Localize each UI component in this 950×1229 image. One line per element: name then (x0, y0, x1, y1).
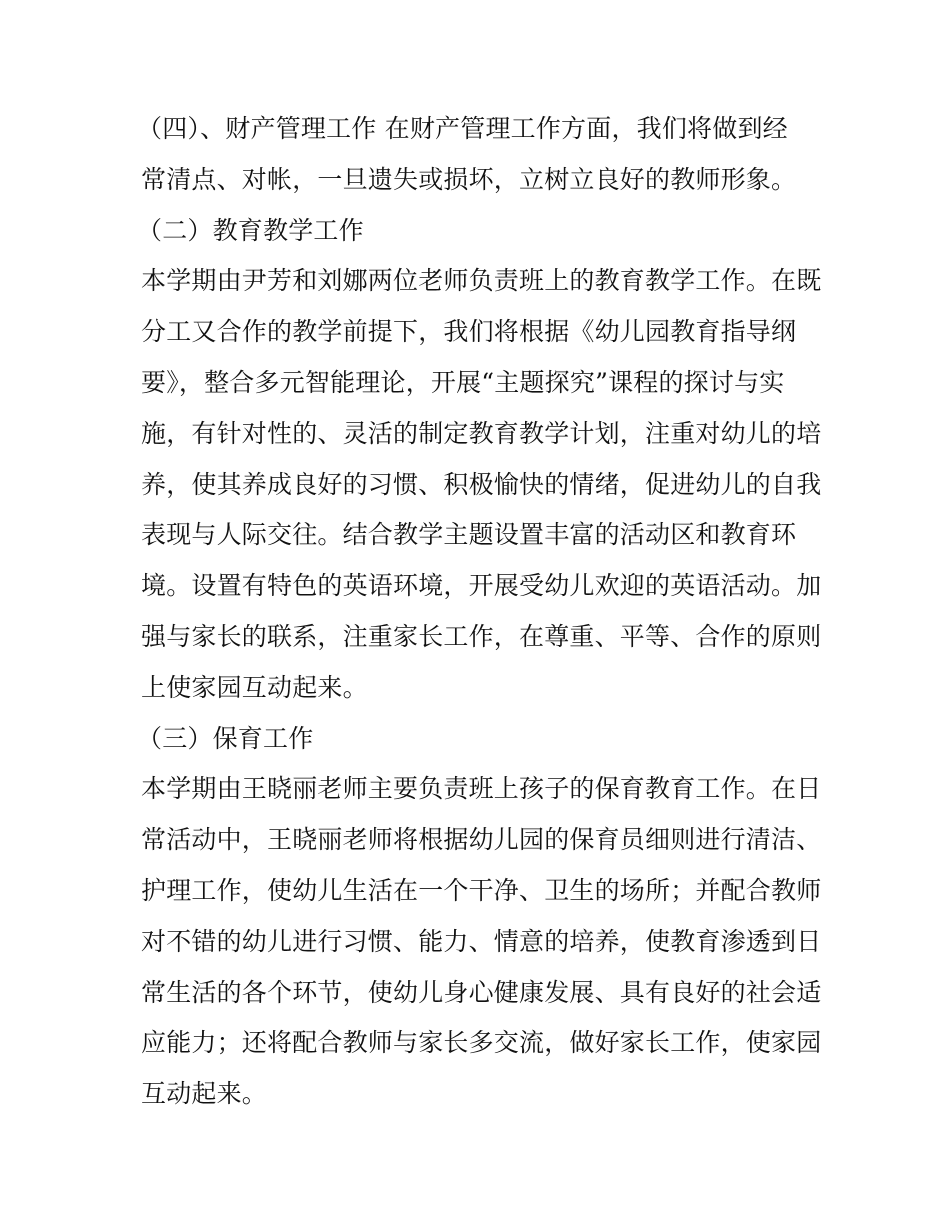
text-line: 应能力；还将配合教师与家长多交流，做好家长工作，使家园 (141, 1028, 822, 1058)
text-line: 本学期由王晓丽老师主要负责班上孩子的保育教育工作。在日 (141, 774, 822, 804)
text-line: 分工又合作的教学前提下，我们将根据《幼儿园教育指导纲 (141, 317, 797, 347)
text-line: 要》，整合多元智能理论，开展“主题探究”课程的探讨与实 (141, 367, 785, 397)
text-line: 表现与人际交往。结合教学主题设置丰富的活动区和教育环 (141, 520, 797, 550)
text-line: 境。设置有特色的英语环境，开展受幼儿欢迎的英语活动。加 (141, 571, 822, 601)
document-body (137, 104, 822, 1120)
text-line: 本学期由尹芳和刘娜两位老师负责班上的教育教学工作。在既 (141, 266, 822, 296)
section-heading-childcare-work: （三）保育工作 (137, 723, 314, 753)
text-line: 互动起来。 (141, 1079, 268, 1109)
text-line: 上使家园互动起来。 (141, 672, 368, 702)
section-heading-property-management: （四）、财产管理工作 在财产管理工作方面，我们将做到经 (137, 114, 788, 143)
text-line: 常活动中，王晓丽老师将根据幼儿园的保育员细则进行清洁、 (141, 825, 822, 855)
text-line: 养，使其养成良好的习惯、积极愉快的情绪，促进幼儿的自我 (141, 469, 822, 499)
text-line: 施，有针对性的、灵活的制定教育教学计划，注重对幼儿的培 (141, 418, 822, 448)
text-line: 对不错的幼儿进行习惯、能力、情意的培养，使教育渗透到日 (141, 926, 822, 956)
text-line: 护理工作，使幼儿生活在一个干净、卫生的场所；并配合教师 (141, 875, 822, 905)
text-line: 强与家长的联系，注重家长工作，在尊重、平等、合作的原则 (141, 621, 822, 651)
section-heading-teaching-work: （二）教育教学工作 (137, 215, 364, 245)
text-line: 常生活的各个环节，使幼儿身心健康发展、具有良好的社会适 (141, 977, 822, 1007)
text-line: 常清点、对帐，一旦遗失或损坏，立树立良好的教师形象。 (141, 164, 797, 194)
